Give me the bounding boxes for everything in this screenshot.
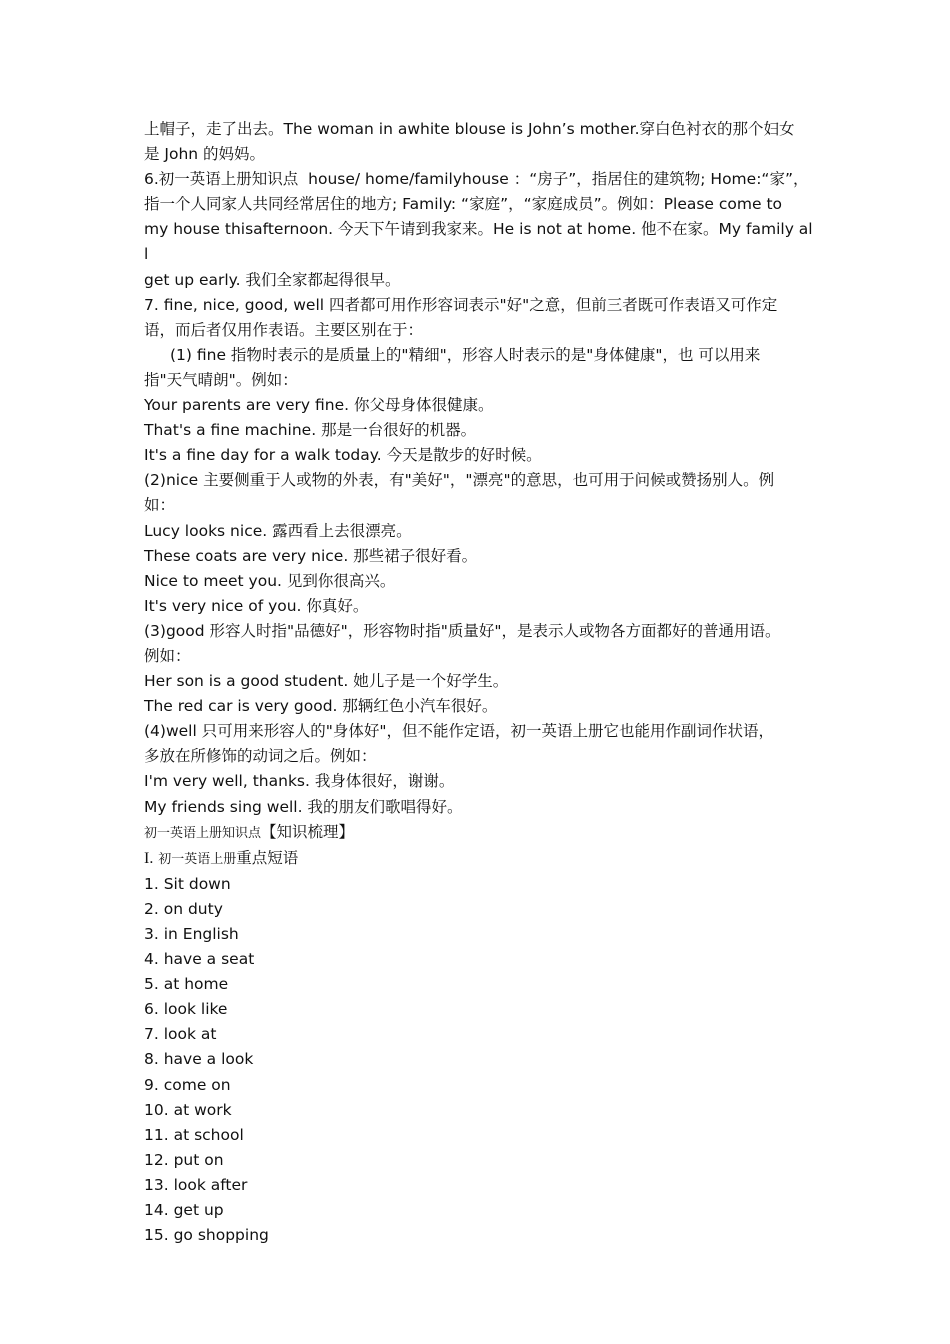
paragraph-line: 语，而后者仅用作表语。主要区别在于：	[144, 320, 424, 339]
phrase-item: 12. put on	[144, 1150, 224, 1169]
section-heading	[144, 820, 814, 846]
phrase-item: 15. go shopping	[144, 1226, 269, 1245]
example-sentence: It's a fine day for a walk today. 今天是散步的好时候。	[144, 446, 542, 465]
paragraph-line: (4)well 只可用来形容人的"身体好"，但不能作定语，初一英语上册它也能用作副词作状语，	[144, 722, 774, 741]
example-sentence: The red car is very good. 那辆红色小汽车很好。	[144, 697, 498, 716]
example-sentence: I'm very well, thanks. 我身体很好，谢谢。	[144, 772, 455, 791]
phrase-item: 14. get up	[144, 1201, 224, 1220]
example-sentence: Her son is a good student. 她儿子是一个好学生。	[144, 672, 509, 691]
paragraph-line: 指"天气晴朗"。例如：	[144, 370, 298, 389]
example-sentence: Lucy looks nice. 露西看上去很漂亮。	[144, 521, 412, 540]
phrase-item: 13. look after	[144, 1175, 248, 1194]
example-sentence: That's a fine machine. 那是一台很好的机器。	[144, 421, 477, 440]
paragraph-line: 6.初一英语上册知识点 house/ home/familyhouse ：“房子”，指居住的建筑物; Home:“家”，	[144, 170, 809, 189]
paragraph-line: 多放在所修饰的动词之后。例如：	[144, 747, 377, 766]
paragraph-line: 是 John 的妈妈。	[144, 145, 266, 164]
section-heading-prefix: 初一英语上册知识点	[144, 825, 262, 841]
subsection-numeral: I.	[144, 849, 154, 867]
paragraph-line: 指一个人同家人共同经常居住的地方; Family: “家庭”，“家庭成员”。例如：Please come to	[144, 195, 783, 214]
phrase-item: 5. at home	[144, 975, 229, 994]
example-sentence: These coats are very nice. 那些裙子很好看。	[144, 546, 478, 565]
phrase-item: 9. come on	[144, 1075, 231, 1094]
paragraph-line: 如：	[144, 496, 176, 515]
paragraph-line: (3)good 形容人时指"品德好"，形容物时指"质量好"，是表示人或物各方面都好的普通用语。	[144, 621, 781, 640]
section-heading-title: 【知识梳理】	[261, 822, 355, 841]
paragraph-line: 7. fine, nice, good, well 四者都可用作形容词表示"好"之意，但前三者既可作表语又可作定	[144, 295, 778, 314]
paragraph-line: 例如：	[144, 646, 191, 665]
subsection-heading-prefix: 初一英语上册	[158, 851, 237, 867]
example-sentence: It's very nice of you. 你真好。	[144, 596, 369, 615]
phrase-item: 2. on duty	[144, 899, 223, 918]
phrase-item: 8. have a look	[144, 1050, 254, 1069]
subsection-heading	[144, 846, 814, 872]
subsection-heading-title: 重点短语	[236, 848, 299, 867]
phrase-item: 11. at school	[144, 1125, 244, 1144]
phrase-item: 7. look at	[144, 1025, 217, 1044]
paragraph-line: (2)nice 主要侧重于人或物的外表，有"美好"，"漂亮"的意思，也可用于问候或赞扬别人。例	[144, 471, 775, 490]
phrase-list	[144, 872, 814, 1248]
phrase-item: 6. look like	[144, 1000, 228, 1019]
example-sentence: Your parents are very fine. 你父母身体很健康。	[144, 396, 494, 415]
phrase-item: 4. have a seat	[144, 950, 255, 969]
phrase-item: 1. Sit down	[144, 874, 231, 893]
paragraph-line: my house thisafternoon. 今天下午请到我家来。He is not at home. 他不在家。My family all	[144, 220, 813, 264]
document-page	[144, 117, 814, 1248]
example-sentence: Nice to meet you. 见到你很高兴。	[144, 571, 396, 590]
paragraph-line: get up early. 我们全家都起得很早。	[144, 270, 401, 289]
paragraph-line: 上帽子，走了出去。The woman in awhite blouse is John’s mother.穿白色衬衣的那个妇女	[144, 120, 795, 138]
phrase-item: 10. at work	[144, 1100, 232, 1119]
phrase-item: 3. in English	[144, 925, 239, 943]
example-sentence: My friends sing well. 我的朋友们歌唱得好。	[144, 797, 463, 816]
paragraph-line: (1) fine 指物时表示的是质量上的"精细"，形容人时表示的是"身体健康"，也 可以用来	[170, 345, 761, 364]
